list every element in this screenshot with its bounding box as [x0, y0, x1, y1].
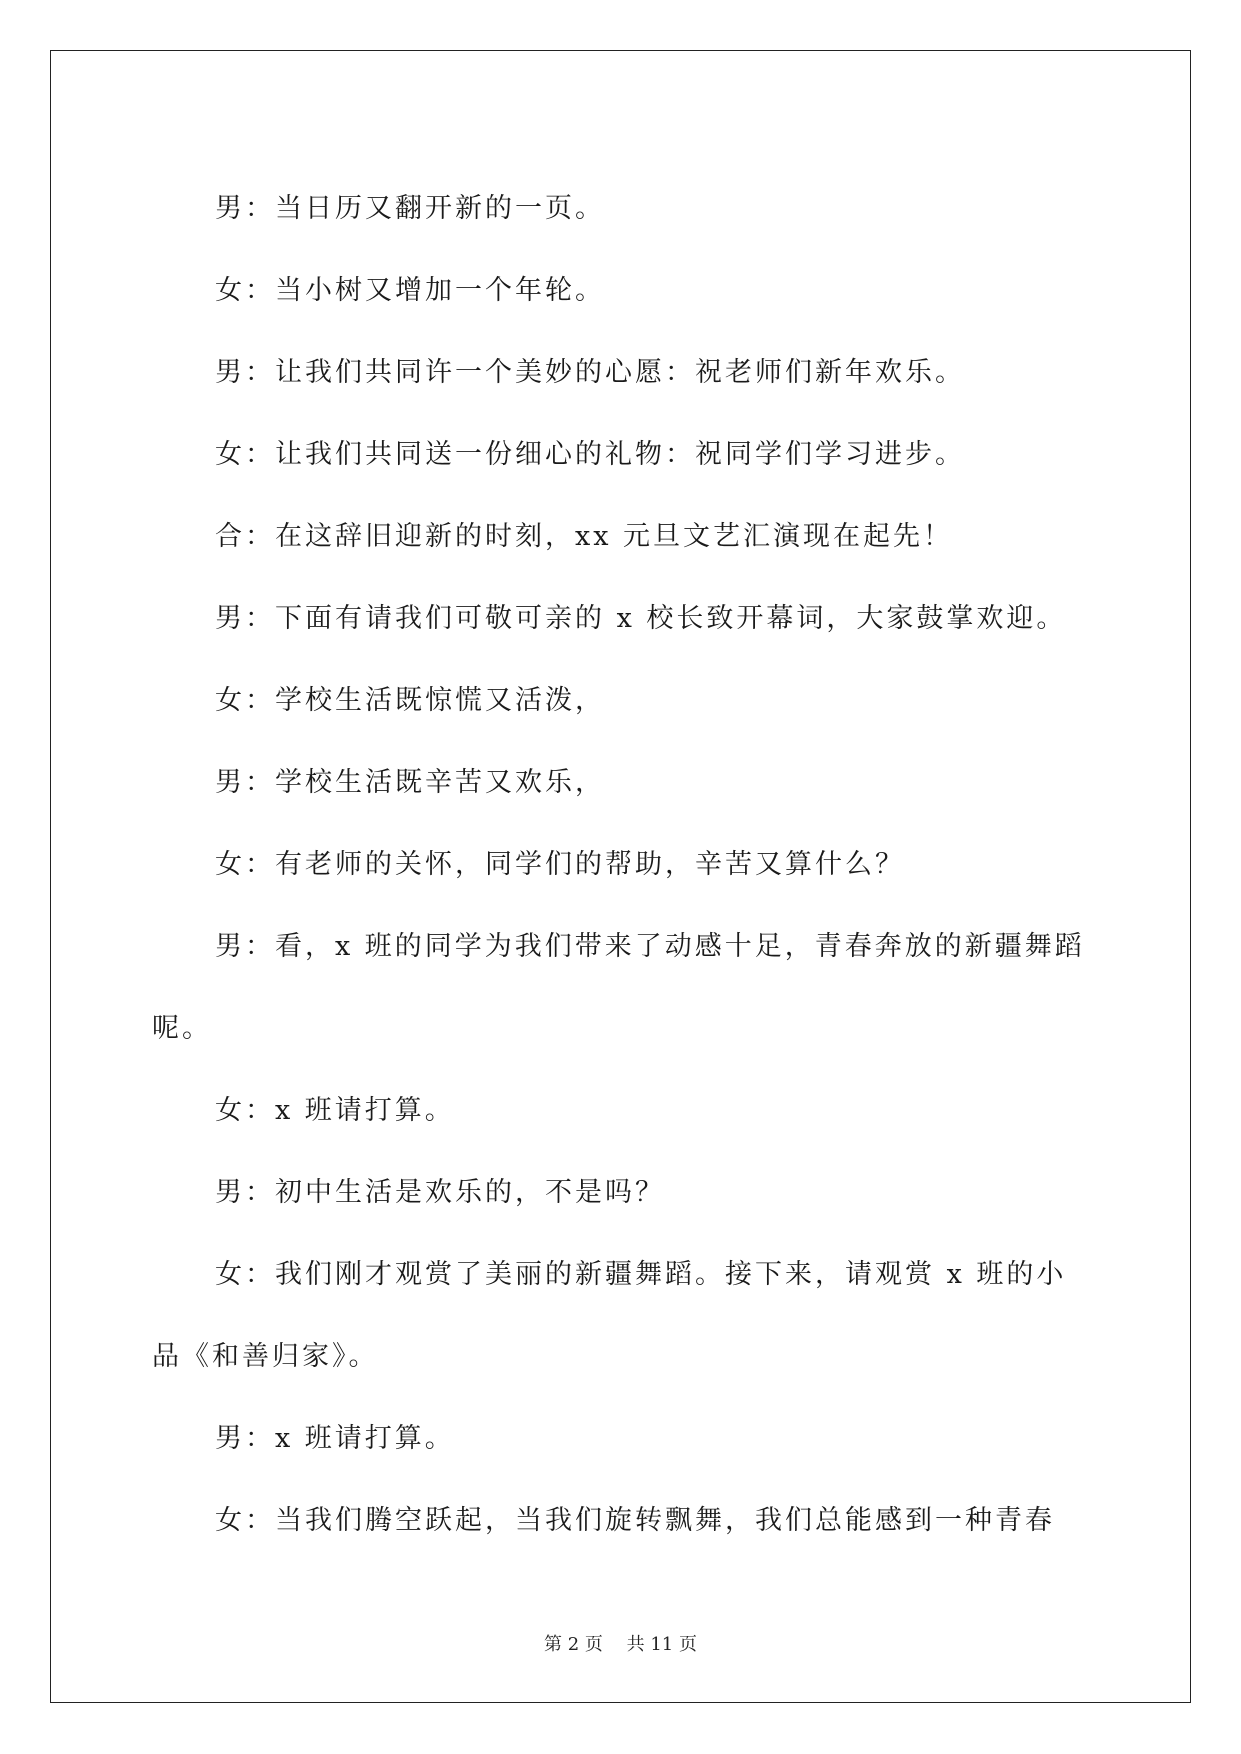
- paragraph: 合：在这辞旧迎新的时刻，xx 元旦文艺汇演现在起先！: [215, 521, 954, 552]
- paragraph: 男：下面有请我们可敬可亲的 x 校长致开幕词，大家鼓掌欢迎。: [215, 603, 1067, 634]
- paragraph: 男：当日历又翻开新的一页。: [215, 193, 605, 224]
- document-body: [152, 168, 1092, 1562]
- paragraph: 女：x 班请打算。: [215, 1095, 455, 1126]
- paragraph: 女：有老师的关怀，同学们的帮助，辛苦又算什么？: [215, 849, 905, 880]
- paragraph: 女：当小树又增加一个年轮。: [215, 275, 605, 306]
- page-number-footer: 第 2 页 共 11 页: [544, 1634, 697, 1655]
- paragraph: 女：让我们共同送一份细心的礼物：祝同学们学习进步。: [215, 439, 965, 470]
- paragraph: 男：看，x 班的同学为我们带来了动感十足，青春奔放的新疆舞蹈呢。: [152, 931, 1085, 1044]
- paragraph: 男：初中生活是欢乐的，不是吗？: [215, 1177, 665, 1208]
- paragraph: 男：x 班请打算。: [215, 1423, 455, 1454]
- paragraph: 男：让我们共同许一个美妙的心愿：祝老师们新年欢乐。: [215, 357, 965, 388]
- paragraph: 女：我们刚才观赏了美丽的新疆舞蹈。接下来，请观赏 x 班的小品《和善归家》。: [152, 1259, 1067, 1372]
- paragraph: 男：学校生活既辛苦又欢乐，: [215, 767, 605, 798]
- paragraph: 女：当我们腾空跃起，当我们旋转飘舞，我们总能感到一种青春: [215, 1505, 1055, 1536]
- paragraph: 女：学校生活既惊慌又活泼，: [215, 685, 605, 716]
